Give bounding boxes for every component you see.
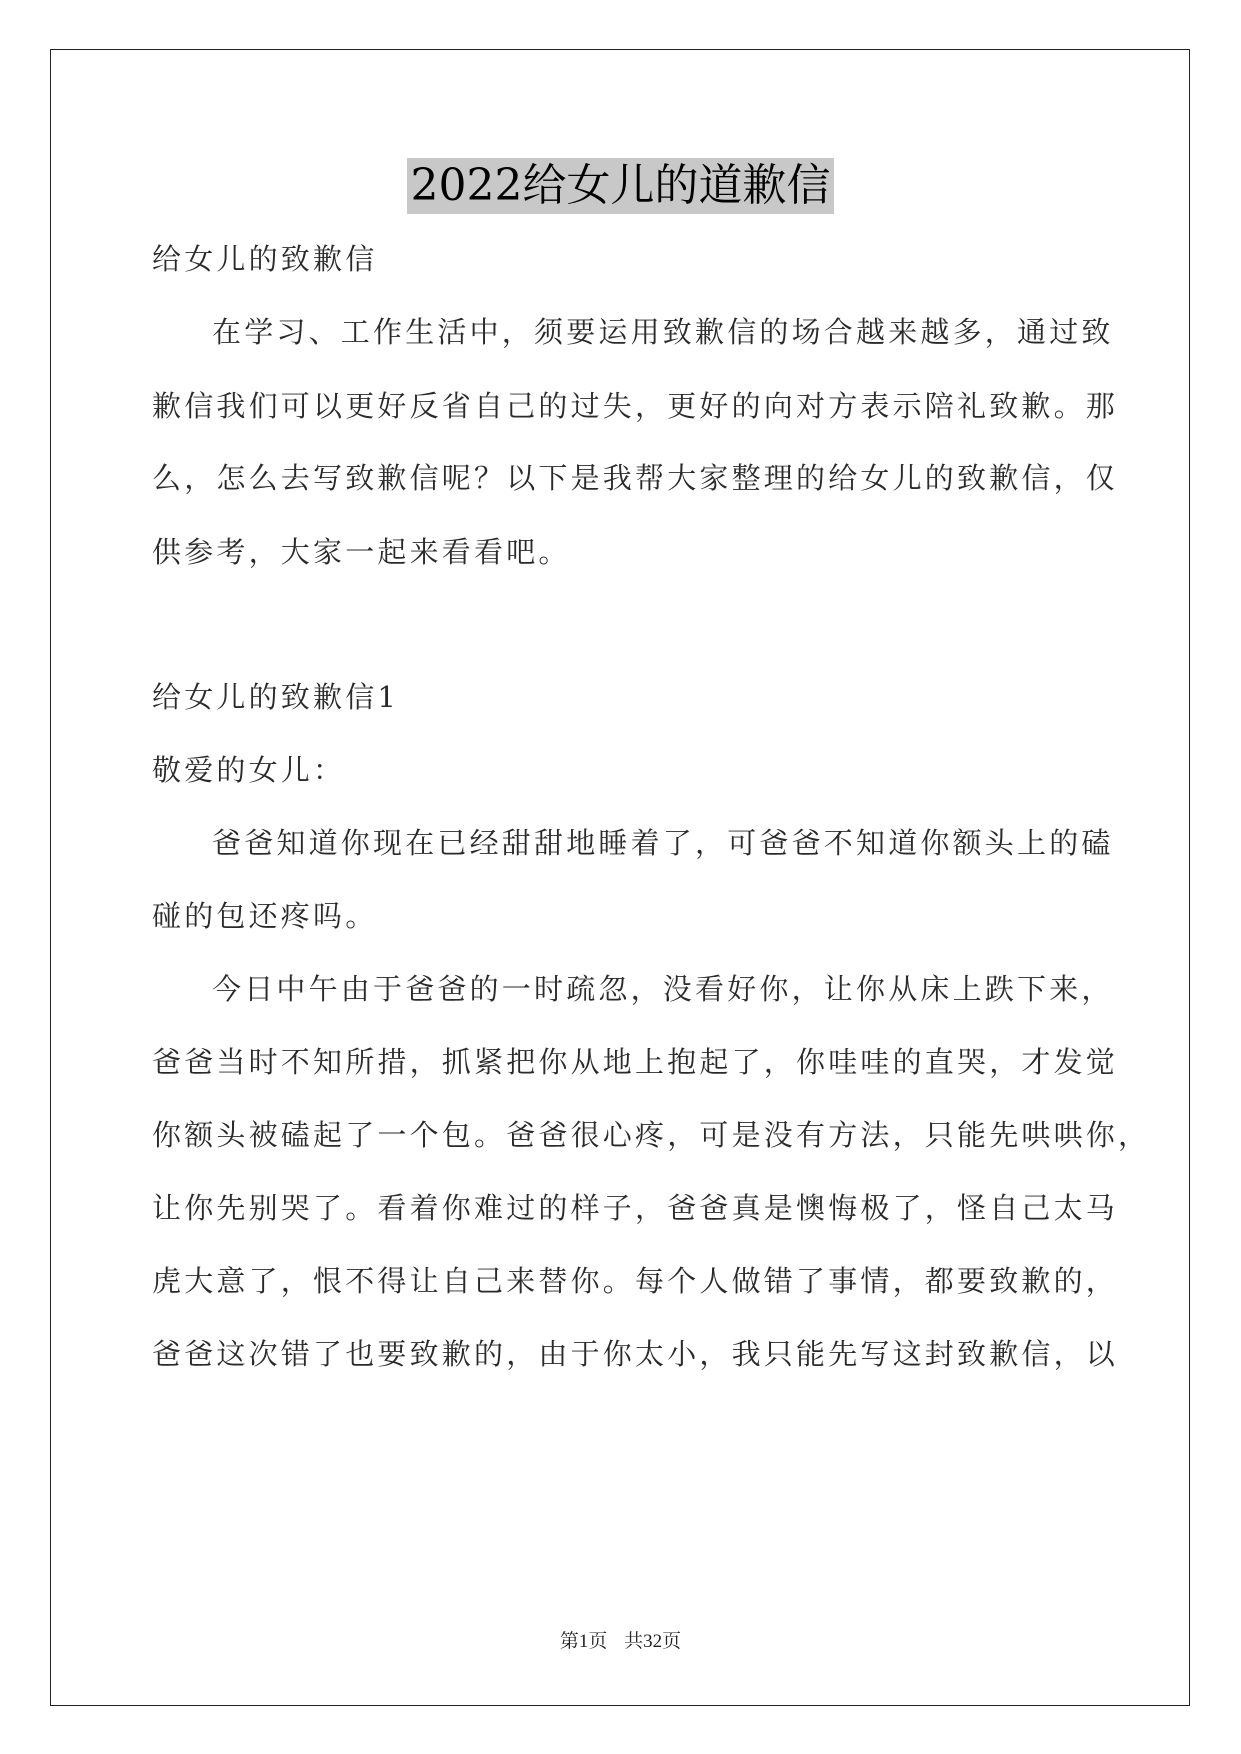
title-container [0, 158, 1241, 214]
paragraph-line: 今日中午由于爸爸的一时疏忽，没看好你，让你从床上跌下来， [212, 972, 1114, 1006]
paragraph-line: 爸爸当时不知所措，抓紧把你从地上抱起了，你哇哇的直哭，才发觉 [152, 1045, 1119, 1079]
page-footer [0, 1626, 1241, 1653]
paragraph-line: 供参考，大家一起来看看吧。 [152, 535, 571, 569]
paragraph-line: 在学习、工作生活中，须要运用致歉信的场合越来越多，通过致 [212, 315, 1114, 349]
paragraph-line: 么，怎么去写致歉信呢？以下是我帮大家整理的给女儿的致歉信，仅 [152, 461, 1119, 495]
salutation-line: 敬爱的女儿： [152, 753, 346, 787]
paragraph-line: 歉信我们可以更好反省自己的过失，更好的向对方表示陪礼致歉。那 [152, 389, 1119, 423]
paragraph-line: 让你先别哭了。看着你难过的样子，爸爸真是懊悔极了，怪自己太马 [152, 1191, 1119, 1225]
page-total: 共32页 [624, 1631, 682, 1652]
paragraph-line: 虎大意了，恨不得让自己来替你。每个人做错了事情，都要致歉的， [152, 1264, 1119, 1298]
paragraph-line: 爸爸这次错了也要致歉的，由于你太小，我只能先写这封致歉信，以 [152, 1337, 1119, 1371]
paragraph-line: 你额头被磕起了一个包。爸爸很心疼，可是没有方法，只能先哄哄你， [152, 1118, 1151, 1152]
page-border [50, 49, 1190, 1706]
page-number: 第1页 [559, 1631, 608, 1652]
document-title: 2022给女儿的道歉信 [407, 158, 835, 214]
subtitle-line: 给女儿的致歉信 [152, 242, 378, 276]
section-heading: 给女儿的致歉信1 [152, 680, 400, 714]
paragraph-line: 碰的包还疼吗。 [152, 899, 378, 933]
paragraph-line: 爸爸知道你现在已经甜甜地睡着了，可爸爸不知道你额头上的磕 [212, 826, 1114, 860]
